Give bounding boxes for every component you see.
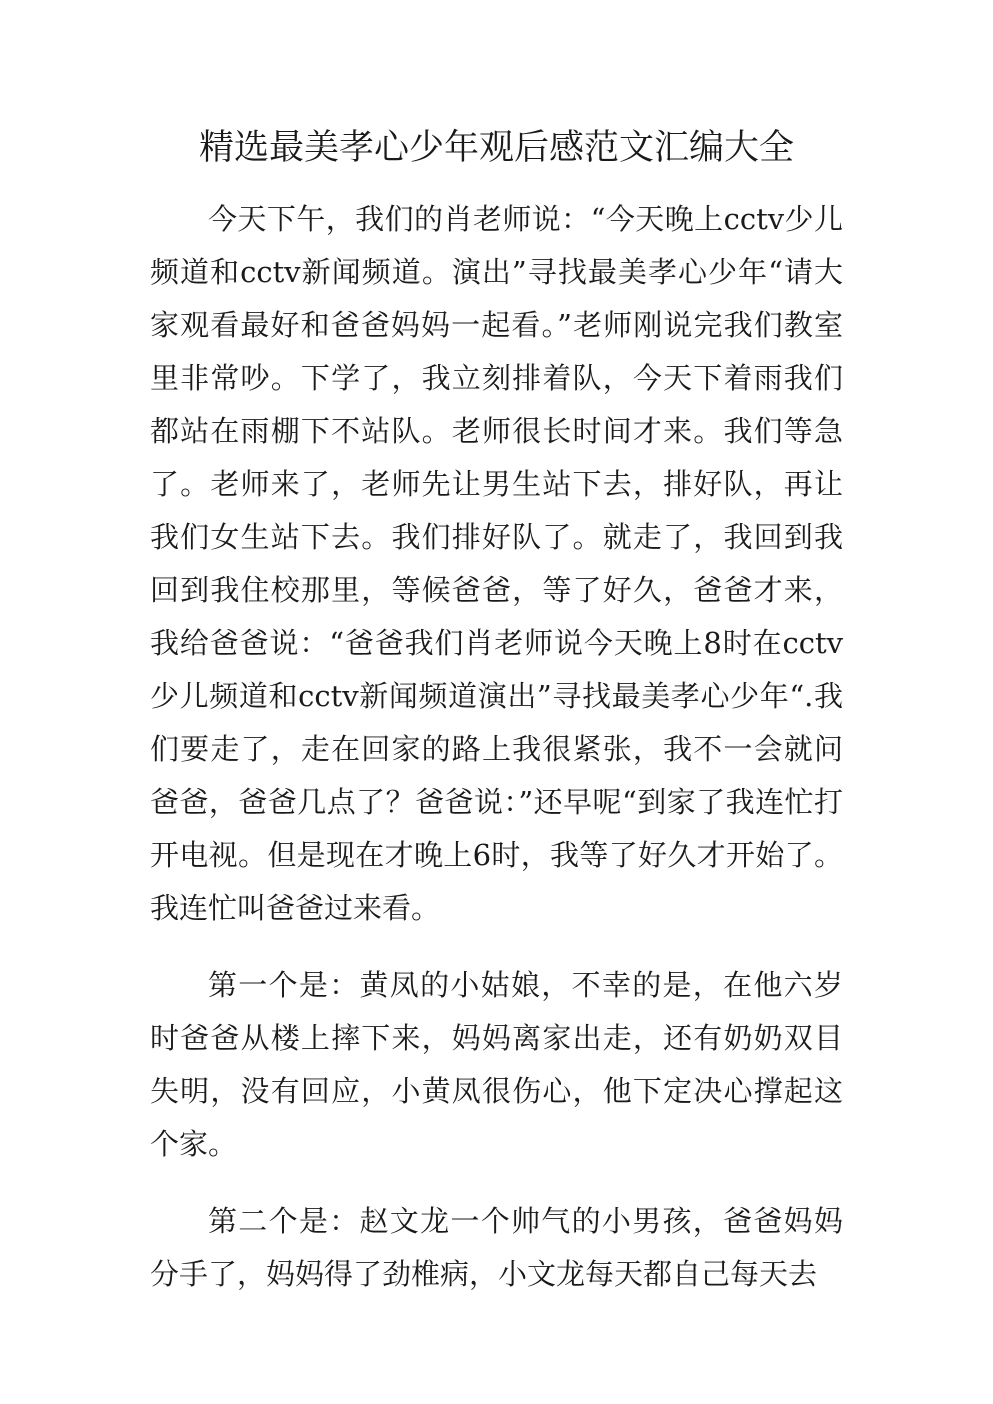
paragraph-1: 今天下午，我们的肖老师说：“今天晚上cctv少儿频道和cctv新闻频道。演出”寻找最美孝心少年“请大家观看最好和爸爸妈妈一起看。”老师刚说完我们教室里非常吵。下学了，我立刻排着队，今天下着雨我们都站在雨棚下不站队。老师很长时间才来。我们等急了。老师来了，老师先让男生站下去，排好队，再让我们女生站下去。我们排好队了。就走了，我回到我回到我住校那里，等候爸爸，等了好久，爸爸才来，我给爸爸说：“爸爸我们肖老师说今天晚上8时在cctv少儿频道和cctv新闻频道演出”寻找最美孝心少年“.我们要走了，走在回家的路上我很紧张，我不一会就问爸爸，爸爸几点了？爸爸说：”还早呢“到家了我连忙打开电视。但是现在才晚上6时，我等了好久才开始了。我连忙叫爸爸过来看。 <box>150 202 843 925</box>
document-title: 精选最美孝心少年观后感范文汇编大全 <box>198 128 794 168</box>
paragraph-2: 第一个是：黄凤的小姑娘，不幸的是，在他六岁时爸爸从楼上摔下来，妈妈离家出走，还有奶奶双目失明，没有回应，小黄凤很伤心，他下定决心撑起这个家。 <box>150 968 843 1161</box>
paragraph-3: 第二个是：赵文龙一个帅气的小男孩，爸爸妈妈分手了，妈妈得了劲椎病，小文龙每天都自己每天去 <box>150 1204 843 1291</box>
document-body <box>150 193 843 1301</box>
